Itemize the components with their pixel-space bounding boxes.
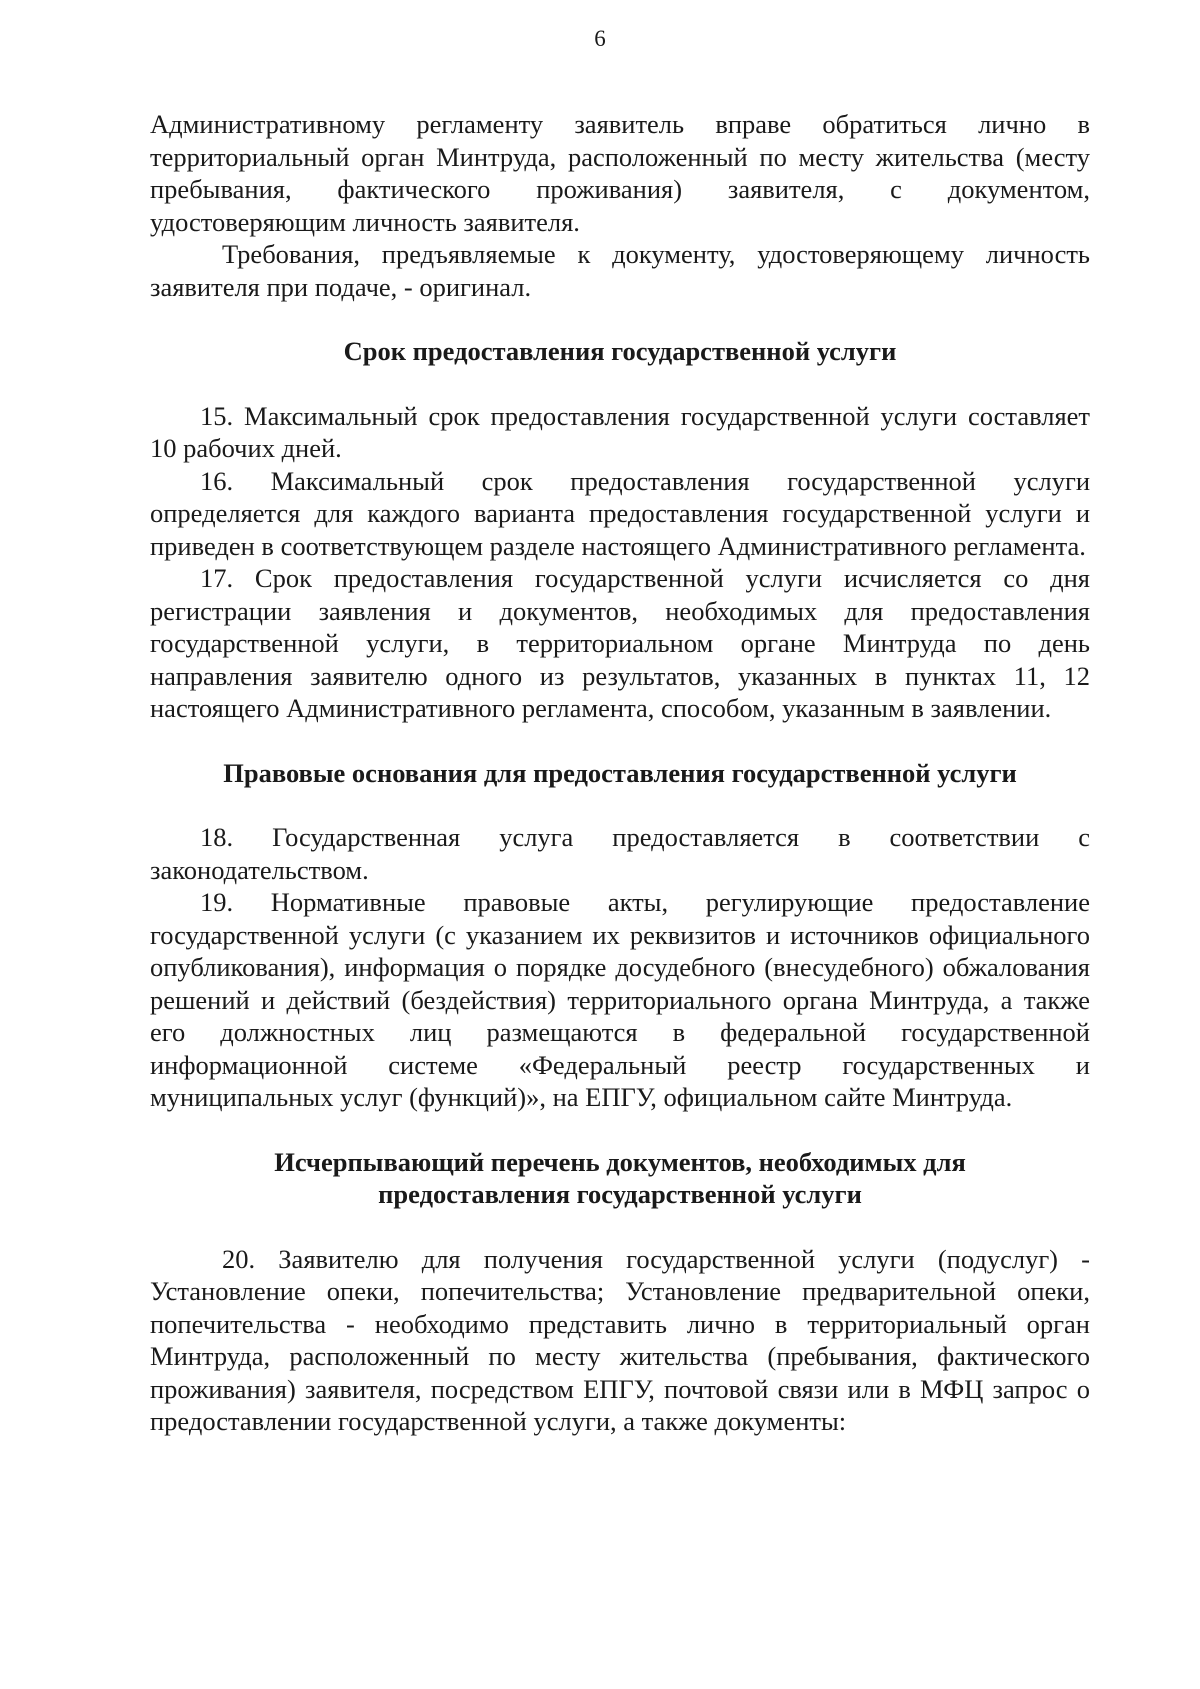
section-heading-legal-basis: Правовые основания для предоставления государственной услуги bbox=[223, 757, 1017, 788]
paragraph-20: 20. Заявителю для получения государственной услуги (подуслуг) - Установление опеки, попечительства; Установление предварительной опеки, попечительства - необходимо представить лично в территориальный орган Минтруда, расположенный по месту жительства (пребывания, фактического проживания) заявителя, посредством ЕПГУ, почтовой связи или в МФЦ запрос о предоставлении государственной услуги, а также документы: bbox=[150, 1243, 1090, 1436]
paragraph-18: 18. Государственная услуга предоставляется в соответствии с законодательством. bbox=[150, 822, 1090, 885]
document-body bbox=[150, 108, 1090, 1438]
paragraph-17: 17. Срок предоставления государственной услуги исчисляется со дня регистрации заявления и документов, необходимых для предоставления государственной услуги, в территориальном органе Минтруда по день направления заявителю одного из результатов, указанных в пунктах 11, 12 настоящего Административного регламента, способом, указанным в заявлении. bbox=[150, 563, 1090, 723]
paragraph-15: 15. Максимальный срок предоставления государственной услуги составляет 10 рабочих дней. bbox=[150, 400, 1090, 463]
paragraph-19: 19. Нормативные правовые акты, регулирующие предоставление государственной услуги (с указанием их реквизитов и источников официального опубликования), информация о порядке досудебного (внесудебного) обжалования решений и действий (бездействия) территориального органа Минтруда, а также его должностных лиц размещаются в федеральной государственной информационной системе «Федеральный реестр государственных и муниципальных услуг (функций)», на ЕПГУ, официальном сайте Минтруда. bbox=[150, 887, 1090, 1112]
page-number: 6 bbox=[594, 26, 606, 51]
paragraph-continuation: Административному регламенту заявитель вправе обратиться лично в территориальный орган Минтруда, расположенный по месту жительства (месту пребывания, фактического проживания) заявителя, с документом, удостоверяющим личность заявителя. bbox=[150, 109, 1090, 237]
paragraph-16: 16. Максимальный срок предоставления государственной услуги определяется для каждого варианта предоставления государственной услуги и приведен в соответствующем разделе настоящего Административного регламента. bbox=[150, 465, 1090, 561]
section-heading-documents: Исчерпывающий перечень документов, необходимых для предоставления государственной услуги bbox=[274, 1146, 966, 1209]
paragraph-requirements: Требования, предъявляемые к документу, удостоверяющему личность заявителя при подаче, - оригинал. bbox=[150, 239, 1090, 302]
section-heading-term: Срок предоставления государственной услуги bbox=[343, 336, 897, 366]
